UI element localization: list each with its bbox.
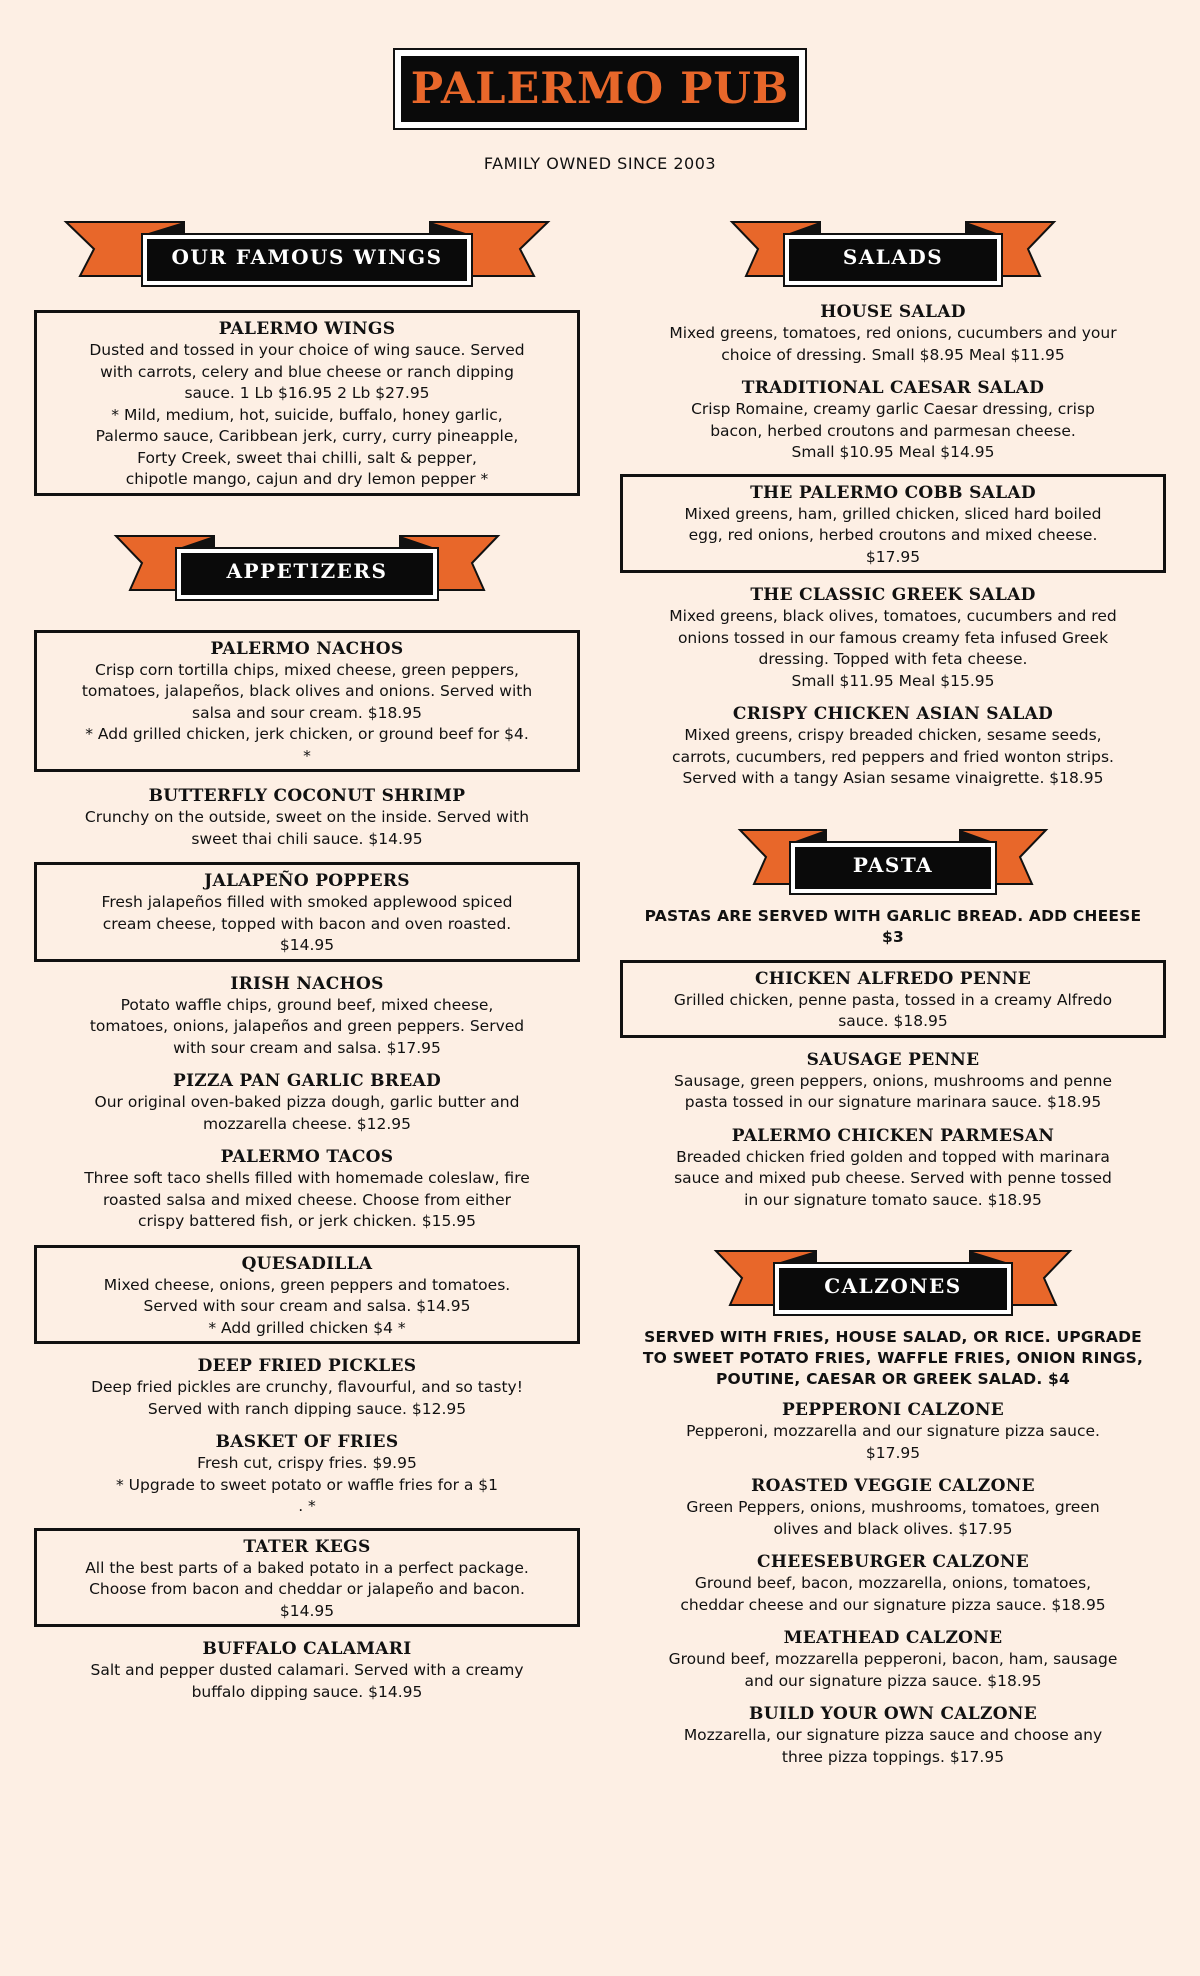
menu-item [34,1356,580,1420]
item-title: QUESADILLA [241,1253,373,1274]
brand-logo-plate [401,56,799,122]
menu-item [34,1432,580,1518]
menu-item [34,862,580,962]
item-description: Mozzarella, our signature pizza sauce and choose any three pizza toppings. $17.95 [683,1726,1103,1766]
item-title: IRISH NACHOS [230,973,384,994]
item-description: Pepperoni, mozzarella and our signature pizza sauce. $17.95 [686,1422,1100,1462]
menu-item [34,974,580,1060]
menu-item [620,585,1166,692]
banner-label: PASTA [852,852,934,877]
item-description: Ground beef, bacon, mozzarella, onions, tomatoes, cheddar cheese and our signature pizza sauce. $18.95 [680,1574,1106,1614]
item-description: Potato waffle chips, ground beef, mixed cheese, tomatoes, onions, jalapeños and green peppers. Served with sour cream and salsa. $17.95 [89,995,525,1057]
menu-item [620,474,1166,574]
section-note: SERVED WITH FRIES, HOUSE SALAD, OR RICE. UPGRADE TO SWEET POTATO FRIES, WAFFLE FRIES, ONION RINGS, POUTINE, CAESAR OR GREEK SALAD. $4 [642,1328,1144,1388]
item-title: CHICKEN ALFREDO PENNE [754,968,1032,989]
item-description: Our original oven-baked pizza dough, garlic butter and mozzarella cheese. $12.95 [94,1093,520,1133]
item-description: Three soft taco shells filled with homemade coleslaw, fire roasted salsa and mixed cheese. Choose from either crispy battered fish, or jerk chicken. $15.95 [84,1169,530,1230]
item-description: Green Peppers, onions, mushrooms, tomatoes, green olives and black olives. $17.95 [686,1498,1100,1538]
item-title: PALERMO WINGS [218,319,396,339]
item-description: Ground beef, mozzarella pepperoni, bacon, ham, sausage and our signature pizza sauce. $18.95 [668,1650,1118,1690]
item-title: PALERMO NACHOS [210,638,404,659]
item-description: Crisp Romaine, creamy garlic Caesar dressing, crisp bacon, herbed croutons and parmesan cheese. Small $10.95 Meal $14.95 [691,400,1095,461]
item-description: Crisp corn tortilla chips, mixed cheese, green peppers, tomatoes, jalapeños, black olives and onions. Served with salsa and sour cream. $18.95 * Add grilled chicken, jerk chicken, or ground beef for $4. * [81,660,533,765]
item-description: Mixed greens, tomatoes, red onions, cucumbers and your choice of dressing. Small $8.95 Meal $11.95 [669,324,1117,364]
section-banner-salads [620,220,1166,290]
tagline: FAMILY OWNED SINCE 2003 [483,154,717,173]
item-title: BUILD YOUR OWN CALZONE [749,1704,1037,1724]
item-description: Mixed greens, black olives, tomatoes, cucumbers and red onions tossed in our famous creamy feta infused Greek dressing. Topped with feta cheese. Small $11.95 Meal $15.95 [669,607,1117,690]
banner-label: CALZONES [824,1274,962,1298]
item-title: CHEESEBURGER CALZONE [757,1552,1029,1572]
item-title: THE CLASSIC GREEK SALAD [750,585,1036,605]
section-banner-wings [34,220,580,290]
item-description: All the best parts of a baked potato in a perfect package. Choose from bacon and cheddar or jalapeño and bacon. $14.95 [85,1558,529,1620]
section-note: PASTAS ARE SERVED WITH GARLIC BREAD. ADD CHEESE $3 [644,906,1142,946]
item-description: Mixed greens, ham, grilled chicken, sliced hard boiled egg, red onions, herbed croutons and mixed cheese. $17.95 [684,504,1102,566]
menu-item [34,310,580,496]
menu-item [620,1552,1166,1616]
banner-label: APPETIZERS [226,558,388,583]
menu-item [34,630,580,773]
item-title: JALAPEÑO POPPERS [204,871,410,891]
item-title: BASKET OF FRIES [215,1432,399,1452]
item-description: Grilled chicken, penne pasta, tossed in a creamy Alfredo sauce. $18.95 [673,990,1113,1030]
menu-item [34,786,580,850]
item-title: TRADITIONAL CAESAR SALAD [741,378,1045,398]
banner-label: SALADS [842,245,944,269]
menu-item [34,1147,580,1233]
item-title: PEPPERONI CALZONE [781,1400,1005,1420]
item-description: Dusted and tossed in your choice of wing sauce. Served with carrots, celery and blue cheese or ranch dipping sauce. 1 Lb $16.95 2 Lb $27.95 * Mild, medium, hot, suicide, buffalo, honey garlic, Palermo sauce, Caribbean jerk, curry, curry pineapple, Forty Creek, sweet thai chilli, salt & pepper, chipotle mango, cajun and dry lemon pepper * [89,341,525,488]
left-column [34,220,580,1703]
item-description: Crunchy on the outside, sweet on the inside. Served with sweet thai chili sauce. $14.95 [84,808,530,848]
item-title: HOUSE SALAD [820,302,966,322]
item-title: MEATHEAD CALZONE [783,1628,1003,1648]
menu-item [620,1476,1166,1540]
item-description: Fresh jalapeños filled with smoked applewood spiced cream cheese, topped with bacon and oven roasted. $14.95 [101,893,513,954]
menu-item [620,302,1166,366]
item-title: PIZZA PAN GARLIC BREAD [172,1071,442,1091]
banner-label: OUR FAMOUS WINGS [171,245,443,269]
item-title: PALERMO TACOS [220,1147,394,1167]
section-banner-pasta [620,828,1166,898]
menu-item [34,1528,580,1628]
item-title: BUTTERFLY COCONUT SHRIMP [148,786,466,806]
menu-item [620,704,1166,790]
menu-item [34,1071,580,1135]
item-title: TATER KEGS [243,1536,371,1557]
section-banner-calzones [620,1249,1166,1319]
item-title: CRISPY CHICKEN ASIAN SALAD [732,704,1054,724]
menu-item [620,1400,1166,1464]
menu-item [620,1050,1166,1114]
item-description: Salt and pepper dusted calamari. Served with a creamy buffalo dipping sauce. $14.95 [90,1661,524,1701]
item-title: ROASTED VEGGIE CALZONE [751,1476,1035,1496]
item-title: PALERMO CHICKEN PARMESAN [731,1125,1055,1146]
right-column [620,220,1166,1768]
brand-name: PALERMO PUB [410,64,790,114]
menu-item [620,1126,1166,1212]
menu-item [620,1704,1166,1768]
item-title: DEEP FRIED PICKLES [197,1356,417,1376]
item-description: Mixed greens, crispy breaded chicken, sesame seeds, carrots, cucumbers, red peppers and fried wonton strips. Served with a tangy Asian sesame vinaigrette. $18.95 [672,726,1114,787]
item-description: Mixed cheese, onions, green peppers and tomatoes. Served with sour cream and salsa. $14.95 * Add grilled chicken $4 * [103,1275,511,1337]
section-banner-appetizers [34,534,580,604]
item-title: BUFFALO CALAMARI [202,1639,412,1659]
item-description: Deep fried pickles are crunchy, flavourful, and so tasty! Served with ranch dipping sauce. $12.95 [91,1378,523,1418]
menu-item [620,1628,1166,1692]
menu-item [620,960,1166,1038]
item-description: Sausage, green peppers, onions, mushrooms and penne pasta tossed in our signature marinara sauce. $18.95 [674,1071,1112,1111]
brand-logo [393,48,807,130]
item-description: Breaded chicken fried golden and topped with marinara sauce and mixed pub cheese. Served with penne tossed in our signature tomato sauce. $18.95 [674,1147,1112,1209]
item-description: Fresh cut, crispy fries. $9.95 * Upgrade to sweet potato or waffle fries for a $1 . * [115,1454,499,1515]
menu-item [34,1639,580,1703]
item-title: THE PALERMO COBB SALAD [750,482,1036,503]
menu-item [34,1245,580,1345]
menu-item [620,378,1166,464]
item-title: SAUSAGE PENNE [806,1049,980,1070]
